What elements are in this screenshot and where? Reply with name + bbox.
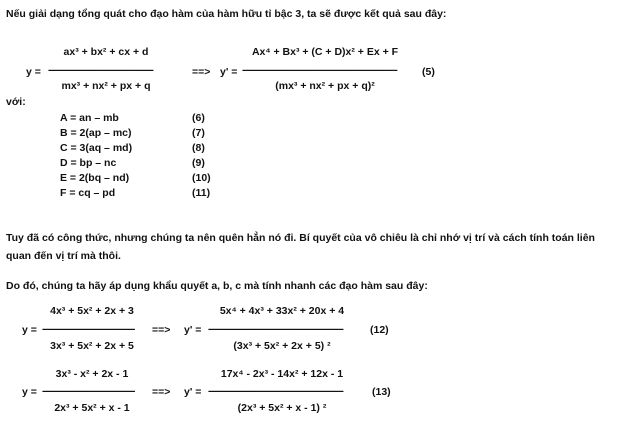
intro-text: Nếu giải dạng tổng quát cho đạo hàm của hàm hữu tỉ bậc 3, ta sẽ được kết quả sau đây: xyxy=(6,8,447,20)
implies-arrow: ==> xyxy=(152,386,171,398)
equation-number: (12) xyxy=(370,324,389,336)
yprime-label: y' = xyxy=(184,324,202,336)
derivative-numerator: Ax⁴ + Bx³ + (C + D)x² + Ex + F xyxy=(251,46,399,58)
derivative-fraction-bar: -------------------------------------------------------------- xyxy=(242,64,397,76)
coefficient-number: (10) xyxy=(192,172,211,184)
derivative-denominator: (mx³ + nx² + px + q)² xyxy=(275,80,375,92)
implies-arrow: ==> xyxy=(192,66,211,78)
coefficient-item: B = 2(ap – mc) xyxy=(60,127,132,139)
coefficient-number: (9) xyxy=(192,157,205,169)
fraction-bar: ------------------------------------------ xyxy=(48,64,153,76)
derivative-fraction-bar: ------------------------------------------------------ xyxy=(208,323,343,335)
y-label: y = xyxy=(26,66,41,78)
coefficient-number: (11) xyxy=(192,187,211,199)
derivative-numerator: 17x⁴ - 2x³ - 14x² + 12x - 1 xyxy=(220,368,344,380)
paragraph-apply: Do đó, chúng ta hãy áp dụng khẩu quyết a, b, c mà tính nhanh các đạo hàm sau đây: xyxy=(6,280,428,292)
equation-number: (13) xyxy=(372,386,391,398)
coefficient-item: E = 2(bq – nd) xyxy=(60,172,130,184)
denominator: 3x³ + 5x² + 2x + 5 xyxy=(50,340,134,352)
coefficient-item: C = 3(aq – md) xyxy=(60,142,133,154)
with-label: với: xyxy=(6,96,26,108)
fraction-bar: ------------------------------------- xyxy=(42,323,135,335)
implies-arrow: ==> xyxy=(152,324,171,336)
coefficient-number: (7) xyxy=(192,127,205,139)
equation-number: (5) xyxy=(422,66,435,78)
derivative-denominator: (3x³ + 5x² + 2x + 5) ² xyxy=(233,340,331,352)
derivative-denominator: (2x³ + 5x² + x - 1) ² xyxy=(237,402,327,414)
denominator: 2x³ + 5x² + x - 1 xyxy=(54,402,130,414)
numerator: 4x³ + 5x² + 2x + 3 xyxy=(50,305,134,317)
coefficient-number: (8) xyxy=(192,142,205,154)
numerator: ax³ + bx² + cx + d xyxy=(63,46,149,58)
coefficient-item: D = bp – nc xyxy=(60,157,117,169)
coefficient-item: F = cq – pd xyxy=(60,187,116,199)
y-label: y = xyxy=(22,324,37,336)
coefficient-item: A = an – mb xyxy=(60,112,119,124)
yprime-label: y' = xyxy=(220,66,238,78)
derivative-fraction-bar: ------------------------------------------------------ xyxy=(208,385,343,397)
paragraph-secret: Tuy đã có công thức, nhưng chúng ta nên quên hẳn nó đi. Bí quyết của vô chiêu là chỉ nhớ vị trí và cách tính toán liên quan đến vị trí mà thôi. xyxy=(6,232,595,262)
derivative-numerator: 5x⁴ + 4x³ + 33x² + 20x + 4 xyxy=(219,305,345,317)
denominator: mx³ + nx² + px + q xyxy=(61,80,151,92)
yprime-label: y' = xyxy=(184,386,202,398)
coefficient-number: (6) xyxy=(192,112,205,124)
y-label: y = xyxy=(22,386,37,398)
numerator: 3x³ - x² + 2x - 1 xyxy=(55,368,129,380)
fraction-bar: ------------------------------------- xyxy=(42,385,135,397)
